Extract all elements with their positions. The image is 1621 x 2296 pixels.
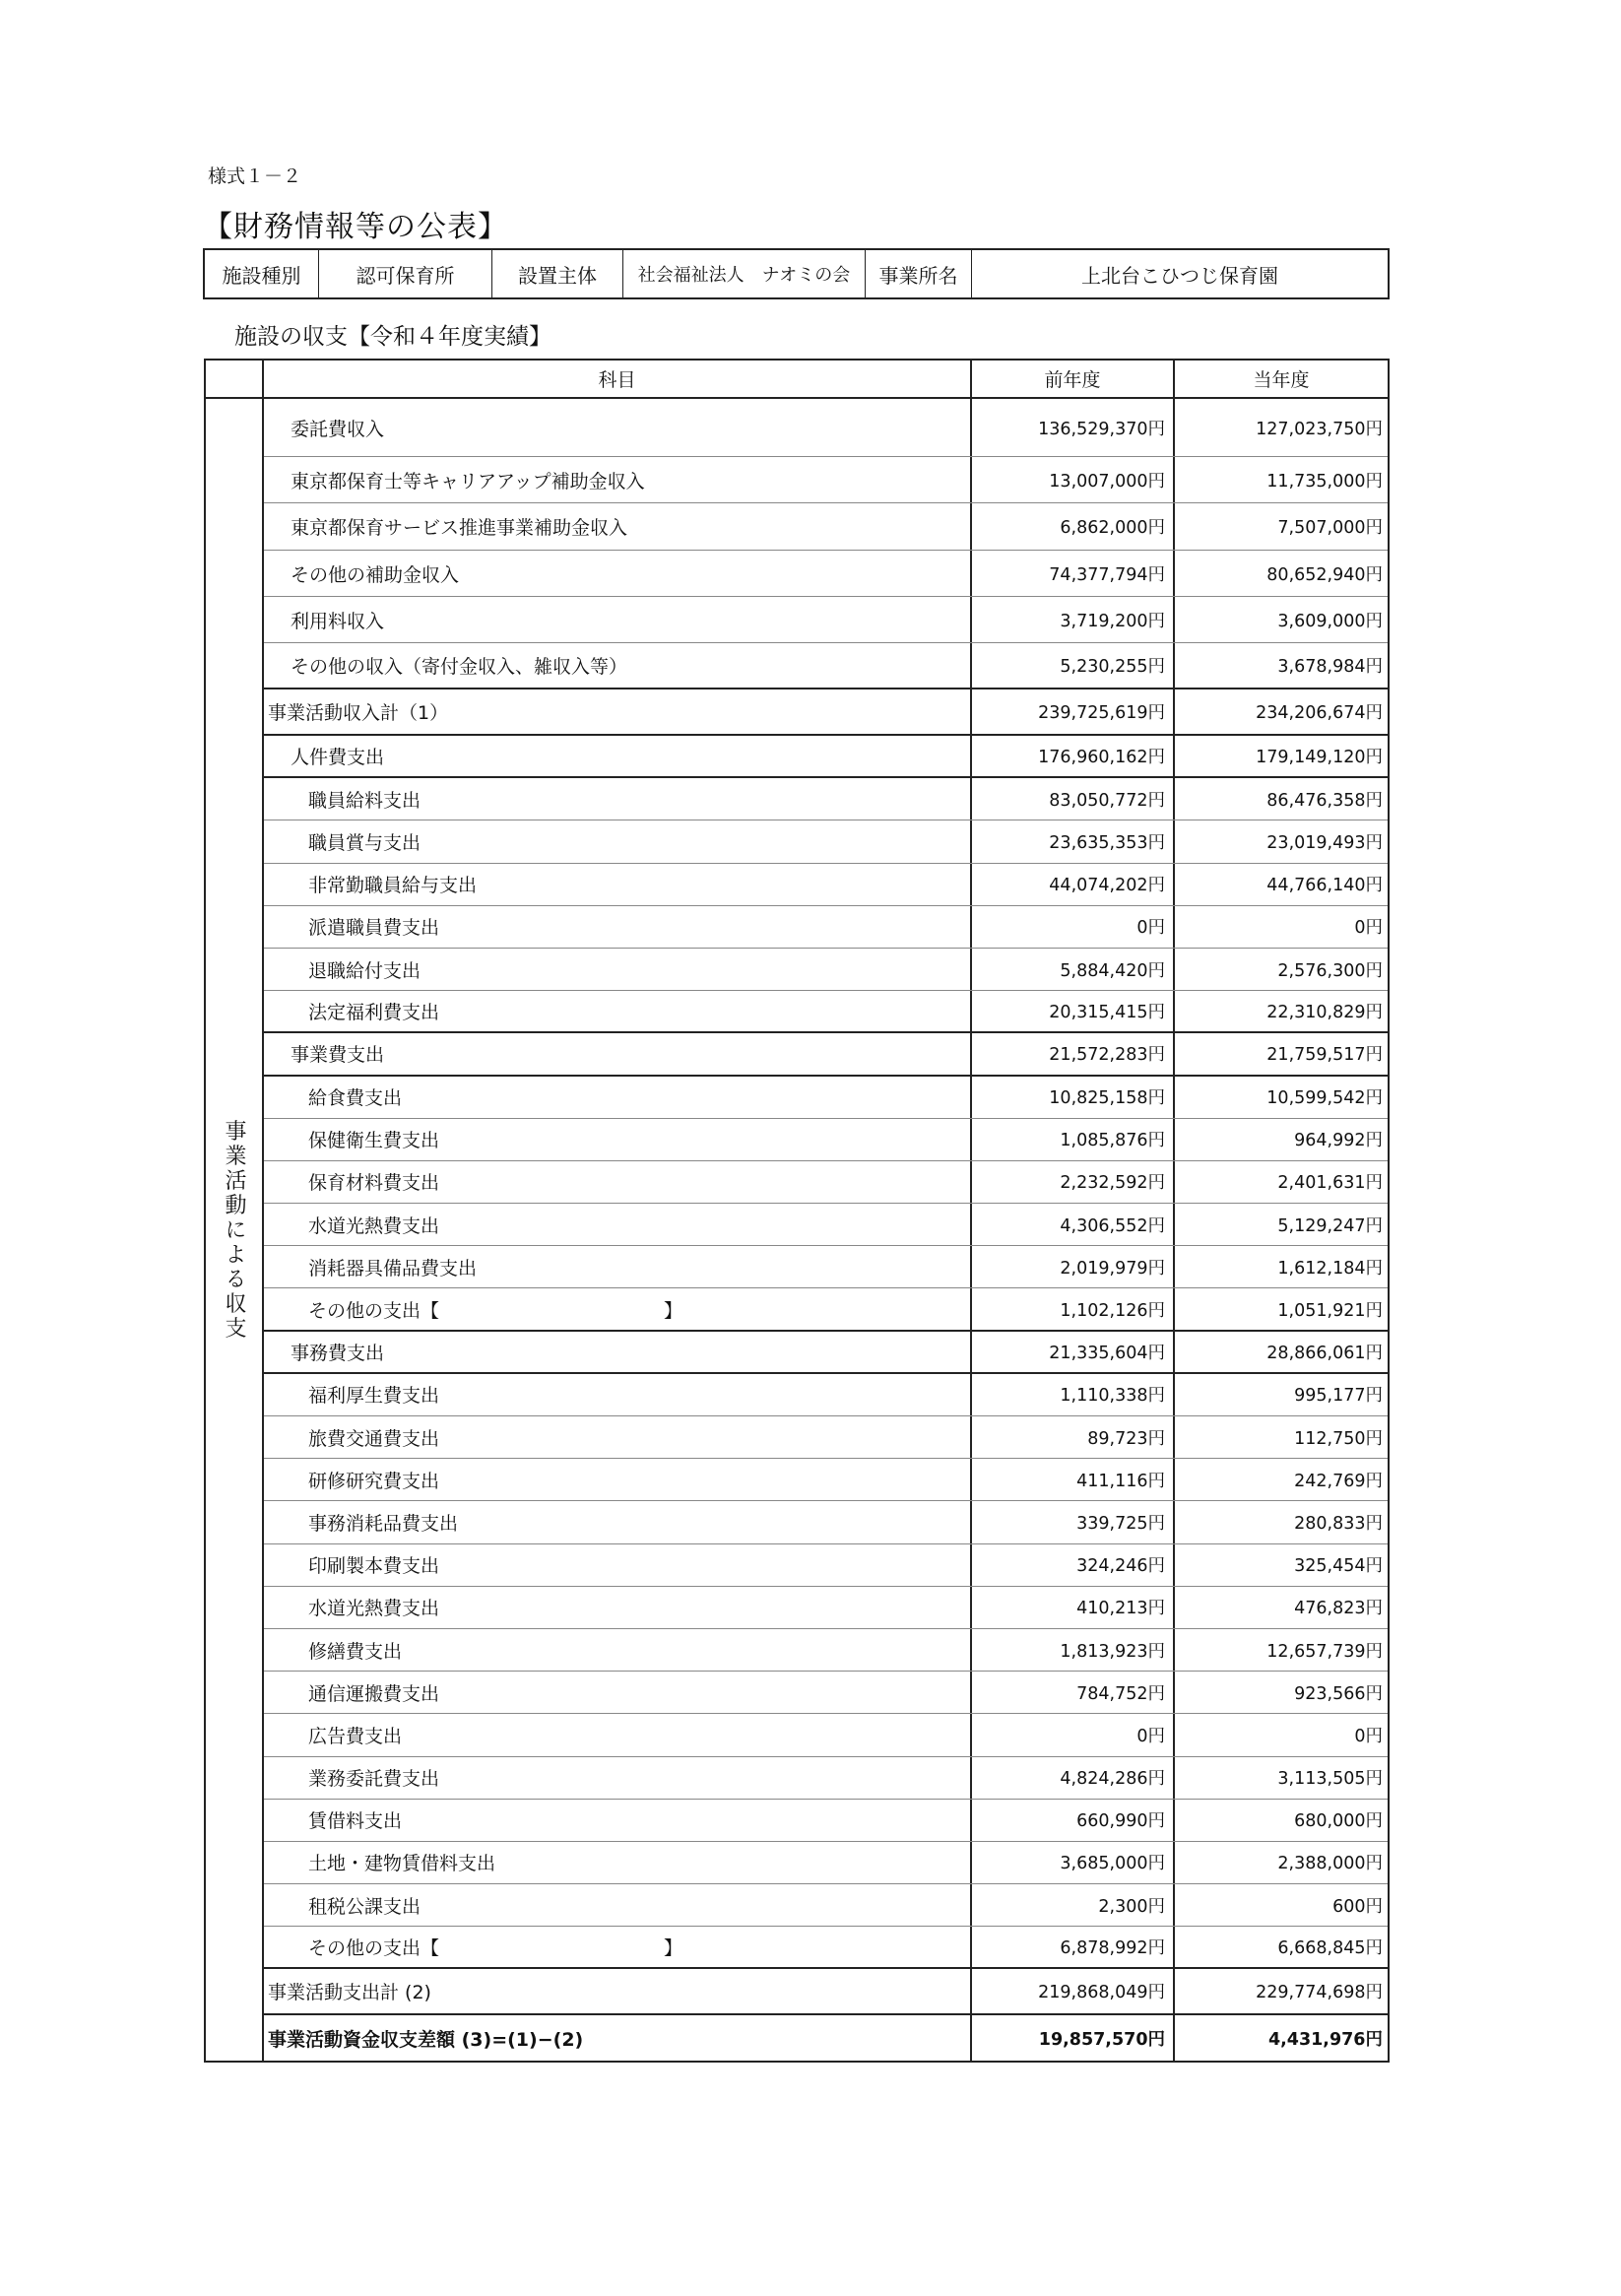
row-subject xyxy=(264,1501,972,1542)
row-subject xyxy=(264,991,972,1031)
previous-year-value: 1,813,923円 xyxy=(972,1629,1175,1671)
table-row xyxy=(264,906,1388,949)
row-label: 水道光熱費支出 xyxy=(308,1598,440,1620)
row-label: その他の収入（寄付金収入、雑収入等） xyxy=(291,656,628,678)
table-row xyxy=(264,1544,1388,1587)
previous-year-value: 44,074,202円 xyxy=(972,864,1175,905)
current-year-value: 11,735,000円 xyxy=(1266,471,1383,492)
previous-year-value: 19,857,570円 xyxy=(972,2015,1175,2061)
table-row xyxy=(264,399,1388,457)
row-subject xyxy=(264,689,972,734)
table-row xyxy=(264,1927,1388,1969)
current-year-value: 229,774,698円 xyxy=(1256,1983,1383,2003)
table-row xyxy=(264,643,1388,689)
row-subject xyxy=(264,1459,972,1500)
previous-year-value: 136,529,370円 xyxy=(972,399,1175,456)
current-year-value: 7,507,000円 xyxy=(1277,518,1383,538)
current-year-value: 12,657,739円 xyxy=(1266,1641,1383,1662)
row-subject xyxy=(264,1714,972,1755)
row-subject xyxy=(264,1119,972,1160)
table-row xyxy=(264,551,1388,597)
row-label: 事業活動収入計（1） xyxy=(268,702,449,724)
row-subject xyxy=(264,1332,972,1372)
row-subject xyxy=(264,1288,972,1329)
row-label: 人件費支出 xyxy=(291,747,385,769)
row-label: 派遣職員費支出 xyxy=(308,917,440,940)
previous-year-value: 83,050,772円 xyxy=(972,778,1175,820)
previous-year-value: 0円 xyxy=(972,1714,1175,1755)
previous-year-value: 4,306,552円 xyxy=(972,1204,1175,1245)
row-label: 水道光熱費支出 xyxy=(308,1214,440,1237)
current-year-value: 2,401,631円 xyxy=(1277,1173,1383,1194)
row-label: 利用料収入 xyxy=(291,610,385,632)
row-subject xyxy=(264,1927,972,1967)
table-row xyxy=(264,1842,1388,1884)
row-label: 賃借料支出 xyxy=(308,1810,403,1833)
founder-label: 設置主体 xyxy=(492,250,623,297)
side-label: 事業活動による収支 xyxy=(222,1119,246,1342)
facility-type-label: 施設種別 xyxy=(205,250,319,297)
row-subject xyxy=(264,1246,972,1287)
current-year-value: 23,019,493円 xyxy=(1266,832,1383,853)
row-label: 土地・建物賃借料支出 xyxy=(308,1853,496,1875)
row-label: 事務費支出 xyxy=(291,1342,385,1364)
row-label: 消耗器具備品費支出 xyxy=(308,1257,478,1279)
table-row xyxy=(264,1587,1388,1629)
previous-year-value: 5,230,255円 xyxy=(972,643,1175,688)
previous-year-value: 1,085,876円 xyxy=(972,1119,1175,1160)
current-year-value: 0円 xyxy=(1354,918,1383,939)
current-year-value: 4,431,976円 xyxy=(1267,2029,1383,2050)
previous-year-value: 219,868,049円 xyxy=(972,1969,1175,2013)
table-row xyxy=(264,1119,1388,1161)
row-subject xyxy=(264,1672,972,1713)
table-row xyxy=(264,1288,1388,1331)
table-row xyxy=(264,820,1388,863)
previous-year-value: 4,824,286円 xyxy=(972,1757,1175,1799)
current-year-value: 10,599,542円 xyxy=(1266,1088,1383,1109)
row-subject xyxy=(264,820,972,862)
row-subject xyxy=(264,736,972,776)
row-label: 事業活動支出計 (2) xyxy=(268,1982,431,2004)
row-label: 旅費交通費支出 xyxy=(308,1427,440,1450)
previous-year-value: 411,116円 xyxy=(972,1459,1175,1500)
row-label: 東京都保育士等キャリアアップ補助金収入 xyxy=(291,470,645,492)
office-name-label: 事業所名 xyxy=(866,250,972,297)
current-year-value: 995,177円 xyxy=(1294,1386,1383,1407)
table-row xyxy=(264,736,1388,778)
row-subject xyxy=(264,1842,972,1883)
previous-year-value: 339,725円 xyxy=(972,1501,1175,1542)
previous-year-value: 784,752円 xyxy=(972,1672,1175,1713)
current-year-value: 28,866,061円 xyxy=(1266,1343,1383,1363)
row-subject xyxy=(264,1204,972,1245)
current-year-value: 86,476,358円 xyxy=(1266,790,1383,811)
row-label: 広告費支出 xyxy=(308,1725,403,1747)
table-row xyxy=(264,503,1388,551)
table-row xyxy=(264,2015,1388,2061)
current-year-value: 476,823円 xyxy=(1294,1599,1383,1619)
previous-year-value: 21,572,283円 xyxy=(972,1033,1175,1074)
table-row xyxy=(264,1884,1388,1927)
table-header xyxy=(206,361,1388,399)
row-label: 職員給料支出 xyxy=(308,789,421,812)
table-row xyxy=(264,1161,1388,1204)
previous-year-value: 5,884,420円 xyxy=(972,949,1175,990)
table-row xyxy=(264,1077,1388,1119)
row-subject xyxy=(264,1374,972,1415)
table-row xyxy=(264,1416,1388,1459)
table-row xyxy=(264,1033,1388,1076)
row-label: 委託費収入 xyxy=(291,418,385,440)
row-subject xyxy=(264,778,972,820)
current-year-value: 112,750円 xyxy=(1294,1428,1383,1449)
previous-year-value: 10,825,158円 xyxy=(972,1077,1175,1118)
row-label-end: 】 xyxy=(664,1937,683,1960)
table-row xyxy=(264,991,1388,1033)
previous-year-value: 324,246円 xyxy=(972,1544,1175,1586)
row-label: 職員賞与支出 xyxy=(308,831,421,854)
current-year-value: 242,769円 xyxy=(1294,1471,1383,1491)
table-row xyxy=(264,864,1388,906)
previous-year-value: 0円 xyxy=(972,906,1175,948)
table-row xyxy=(264,1332,1388,1374)
table-row xyxy=(264,1800,1388,1842)
document-title: 【財務情報等の公表】 xyxy=(203,210,508,244)
table-row xyxy=(264,1672,1388,1714)
row-subject xyxy=(264,1077,972,1118)
current-year-value: 964,992円 xyxy=(1294,1131,1383,1151)
header-subject: 科目 xyxy=(264,361,972,397)
previous-year-value: 1,102,126円 xyxy=(972,1288,1175,1329)
previous-year-value: 89,723円 xyxy=(972,1416,1175,1458)
current-year-value: 234,206,674円 xyxy=(1256,703,1383,723)
current-year-value: 2,388,000円 xyxy=(1277,1854,1383,1874)
row-label: 保育材料費支出 xyxy=(308,1172,440,1195)
table-row xyxy=(264,1501,1388,1543)
table-row xyxy=(264,949,1388,991)
table-row xyxy=(264,689,1388,736)
current-year-value: 325,454円 xyxy=(1294,1556,1383,1577)
row-label: 研修研究費支出 xyxy=(308,1470,440,1492)
facility-type-value: 認可保育所 xyxy=(319,250,492,297)
previous-year-value: 6,878,992円 xyxy=(972,1927,1175,1967)
row-subject xyxy=(264,1161,972,1203)
current-year-value: 127,023,750円 xyxy=(1256,419,1383,439)
row-label: 修繕費支出 xyxy=(308,1640,403,1663)
side-label-cell xyxy=(206,399,264,2061)
row-label: 業務委託費支出 xyxy=(308,1768,440,1791)
table-row xyxy=(264,1714,1388,1756)
founder-value: 社会福祉法人 ナオミの会 xyxy=(623,250,866,297)
row-label: 通信運搬費支出 xyxy=(308,1682,440,1705)
current-year-value: 3,609,000円 xyxy=(1277,611,1383,631)
row-label: 非常勤職員給与支出 xyxy=(308,875,478,897)
row-label: その他の支出【 xyxy=(308,1299,440,1322)
header-current-year: 当年度 xyxy=(1253,369,1310,391)
section-title: 施設の収支【令和４年度実績】 xyxy=(234,324,551,350)
row-subject xyxy=(264,597,972,642)
table-row xyxy=(264,1757,1388,1800)
table-rows xyxy=(264,399,1388,2061)
current-year-value: 6,668,845円 xyxy=(1277,1938,1383,1959)
previous-year-value: 3,685,000円 xyxy=(972,1842,1175,1883)
table-row xyxy=(264,1629,1388,1672)
row-subject xyxy=(264,1884,972,1926)
previous-year-value: 6,862,000円 xyxy=(972,503,1175,550)
previous-year-value: 176,960,162円 xyxy=(972,736,1175,776)
current-year-value: 5,129,247円 xyxy=(1277,1215,1383,1236)
row-label: 事業活動資金収支差額 (3)=(1)−(2) xyxy=(268,2028,584,2051)
office-name-value: 上北台こひつじ保育園 xyxy=(1081,263,1278,288)
current-year-value: 3,678,984円 xyxy=(1277,657,1383,677)
row-label: 租税公課支出 xyxy=(308,1895,421,1918)
row-subject xyxy=(264,906,972,948)
current-year-value: 44,766,140円 xyxy=(1266,876,1383,896)
previous-year-value: 1,110,338円 xyxy=(972,1374,1175,1415)
row-subject xyxy=(264,1800,972,1841)
row-label: 法定福利費支出 xyxy=(308,1002,440,1024)
current-year-value: 3,113,505円 xyxy=(1277,1769,1383,1790)
row-label: 事務消耗品費支出 xyxy=(308,1512,459,1535)
table-row xyxy=(264,1204,1388,1246)
row-label-end: 】 xyxy=(664,1299,683,1322)
row-subject xyxy=(264,1757,972,1799)
row-subject xyxy=(264,1587,972,1628)
row-subject xyxy=(264,1033,972,1074)
row-label: 福利厚生費支出 xyxy=(308,1385,440,1408)
facility-info-table xyxy=(203,248,1390,299)
current-year-value: 0円 xyxy=(1354,1726,1383,1746)
row-label: その他の補助金収入 xyxy=(291,563,460,586)
row-subject xyxy=(264,643,972,688)
income-expenditure-table xyxy=(204,359,1390,2063)
current-year-value: 80,652,940円 xyxy=(1266,564,1383,585)
row-label: 東京都保育サービス推進事業補助金収入 xyxy=(291,517,628,539)
form-number: 様式１－２ xyxy=(208,165,302,187)
row-label: その他の支出【 xyxy=(308,1937,440,1960)
header-previous-year: 前年度 xyxy=(972,361,1175,397)
current-year-value: 179,149,120円 xyxy=(1256,748,1383,768)
previous-year-value: 21,335,604円 xyxy=(972,1332,1175,1372)
table-row xyxy=(264,1374,1388,1416)
row-subject xyxy=(264,1969,972,2013)
row-subject xyxy=(264,2015,972,2061)
previous-year-value: 23,635,353円 xyxy=(972,820,1175,862)
current-year-value: 280,833円 xyxy=(1294,1513,1383,1534)
row-label: 印刷製本費支出 xyxy=(308,1555,440,1578)
current-year-value: 1,051,921円 xyxy=(1277,1300,1383,1321)
previous-year-value: 239,725,619円 xyxy=(972,689,1175,734)
table-row xyxy=(264,1459,1388,1501)
header-blank xyxy=(206,361,264,397)
row-label: 給食費支出 xyxy=(308,1087,403,1110)
current-year-value: 1,612,184円 xyxy=(1277,1258,1383,1279)
row-subject xyxy=(264,457,972,502)
previous-year-value: 410,213円 xyxy=(972,1587,1175,1628)
previous-year-value: 13,007,000円 xyxy=(972,457,1175,502)
row-subject xyxy=(264,949,972,990)
previous-year-value: 2,019,979円 xyxy=(972,1246,1175,1287)
previous-year-value: 3,719,200円 xyxy=(972,597,1175,642)
current-year-value: 600円 xyxy=(1332,1896,1383,1917)
current-year-value: 2,576,300円 xyxy=(1277,960,1383,981)
row-subject xyxy=(264,1416,972,1458)
row-subject xyxy=(264,503,972,550)
table-row xyxy=(264,457,1388,503)
table-row xyxy=(264,778,1388,820)
row-subject xyxy=(264,399,972,456)
row-subject xyxy=(264,1629,972,1671)
previous-year-value: 20,315,415円 xyxy=(972,991,1175,1031)
row-label: 保健衛生費支出 xyxy=(308,1130,440,1152)
previous-year-value: 2,232,592円 xyxy=(972,1161,1175,1203)
row-subject xyxy=(264,1544,972,1586)
row-subject xyxy=(264,551,972,596)
row-subject xyxy=(264,864,972,905)
current-year-value: 680,000円 xyxy=(1294,1811,1383,1832)
table-row xyxy=(264,1246,1388,1288)
current-year-value: 22,310,829円 xyxy=(1266,1003,1383,1023)
row-label: 事業費支出 xyxy=(291,1044,385,1067)
current-year-value: 923,566円 xyxy=(1294,1683,1383,1704)
current-year-value: 21,759,517円 xyxy=(1266,1045,1383,1066)
previous-year-value: 74,377,794円 xyxy=(972,551,1175,596)
table-row xyxy=(264,597,1388,643)
row-label: 退職給付支出 xyxy=(308,959,421,982)
previous-year-value: 660,990円 xyxy=(972,1800,1175,1841)
previous-year-value: 2,300円 xyxy=(972,1884,1175,1926)
table-row xyxy=(264,1969,1388,2015)
